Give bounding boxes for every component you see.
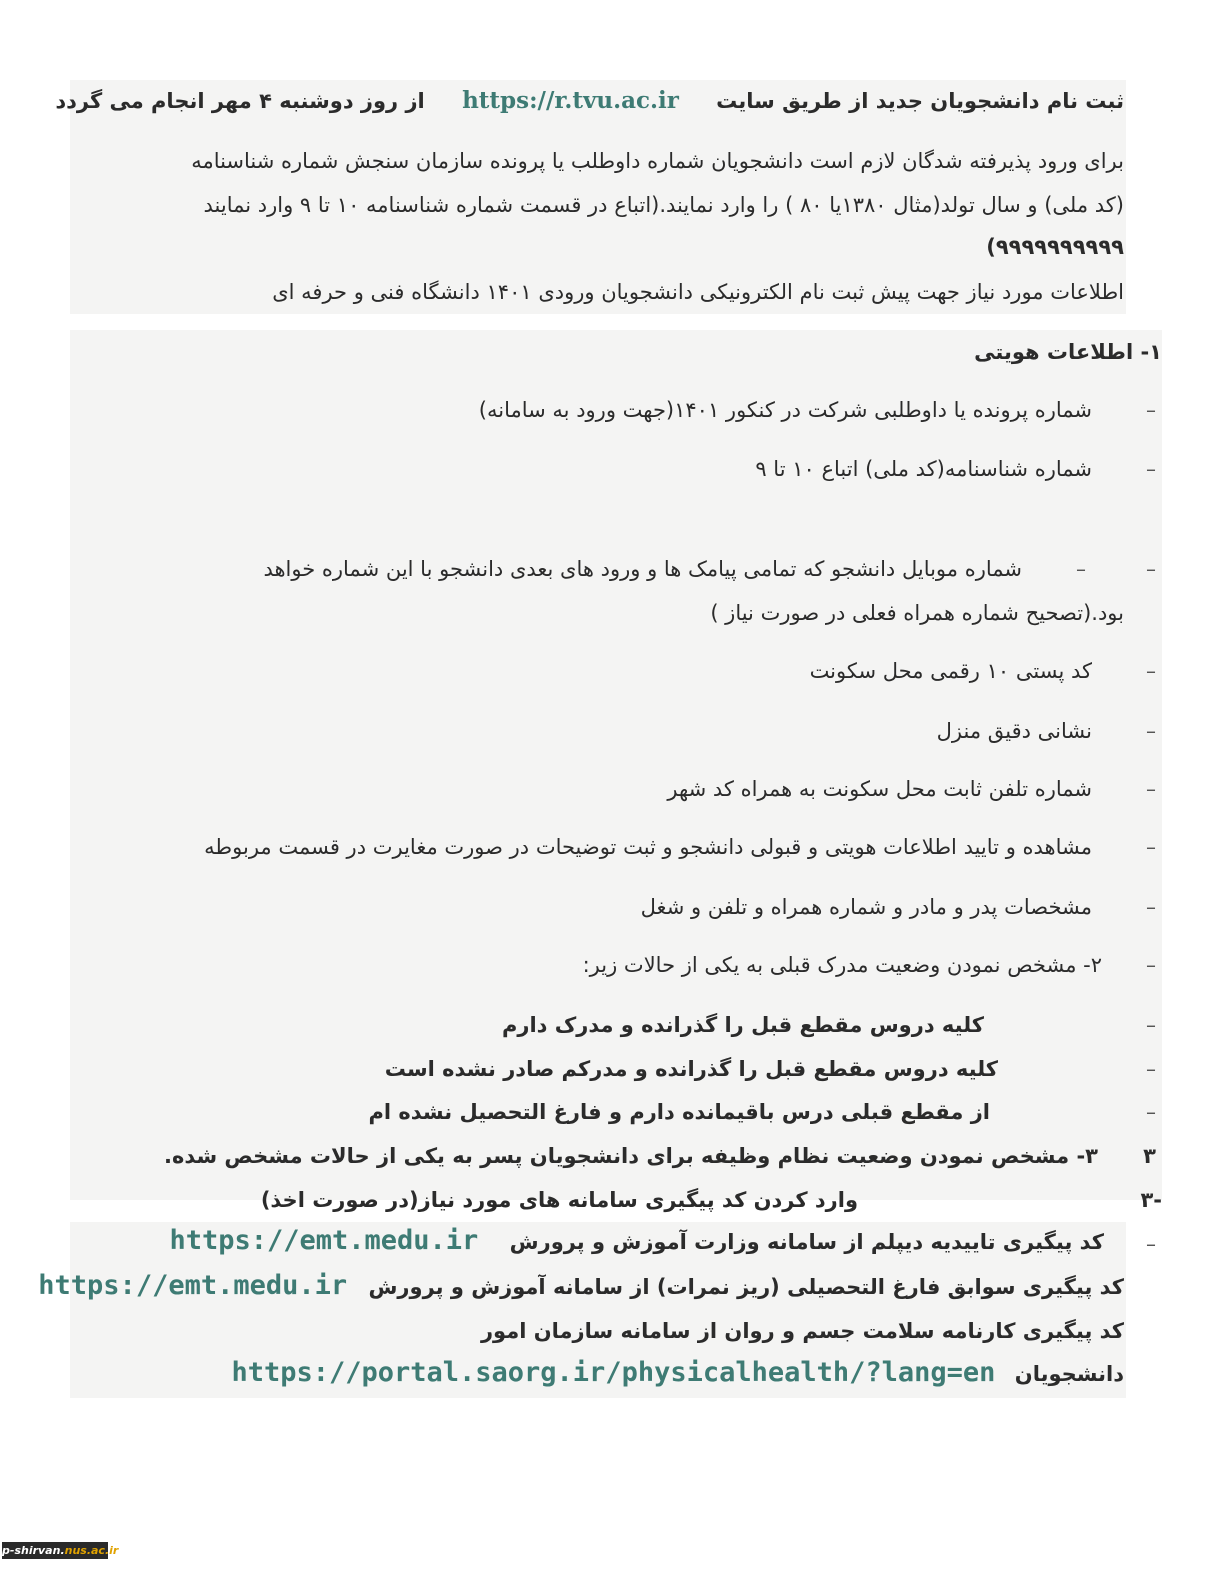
site-footer-badge: p-shirvan.nus.ac.ir [2, 1544, 119, 1557]
bullet-dash: – [1146, 777, 1156, 801]
transcript-link[interactable]: https://emt.medu.ir [38, 1270, 348, 1301]
inner-dash: – [1076, 557, 1086, 581]
health-link[interactable]: https://portal.saorg.ir/physicalhealth/?lang=en [231, 1357, 996, 1388]
bullet-dash: – [1146, 953, 1156, 977]
list-item: شماره موبایل دانشجو که تمامی پیامک ها و ورود های بعدی دانشجو با این شماره خواهد [263, 557, 1022, 581]
diploma-text: کد پیگیری تاییدیه دیپلم از سامانه وزارت آموزش و پرورش [509, 1230, 1104, 1254]
bullet-dash: – [1146, 895, 1156, 919]
intro-line-5: اطلاعات مورد نیاز جهت پیش ثبت نام الکترونیکی دانشجویان ورودی ۱۴۰۱ دانشگاه فنی و حرفه ای [272, 280, 1124, 304]
transcript-text: کد پیگیری سوابق فارغ التحصیلی (ریز نمرات) از سامانه آموزش و پرورش [368, 1275, 1124, 1299]
intro-line-2: برای ورود پذیرفته شدگان لازم است دانشجویان شماره داوطلب یا پرونده سازمان سنجش شماره شناسنامه [191, 149, 1124, 173]
intro-line-3: (کد ملی) و سال تولد(مثال ۱۳۸۰یا ۸۰ ) را وارد نمایند.(اتباع در قسمت شماره شناسنامه ۱۰ تا ۹ وارد نمایند [203, 193, 1124, 217]
diploma-link[interactable]: https://emt.medu.ir [169, 1225, 479, 1256]
bullet-dash: – [1146, 835, 1156, 859]
intro-line-1 [55, 86, 1124, 116]
list-item: مشخصات پدر و مادر و شماره همراه و تلفن و شغل [640, 895, 1092, 919]
list-item: شماره پرونده یا داوطلبی شرکت در کنکور ۱۴۰۱(جهت ورود به سامانه) [478, 398, 1092, 422]
tracking-number: -۳ [1140, 1188, 1162, 1212]
intro-line-4: ۹۹۹۹۹۹۹۹۹۹) [986, 235, 1124, 259]
section-3-number: ۳ [1143, 1144, 1156, 1168]
tracking-heading: وارد کردن کد پیگیری سامانه های مورد نیاز(در صورت اخذ) [260, 1188, 858, 1212]
tvu-link[interactable]: https://r.tvu.ac.ir [462, 87, 679, 114]
intro-tail: از روز دوشنبه ۴ مهر انجام می گردد [55, 89, 425, 113]
military-service-line: ۳- مشخص نمودن وضعیت نظام وظیفه برای دانشجویان پسر به یکی از حالات مشخص شده. [163, 1144, 1098, 1168]
bullet-dash: – [1146, 398, 1156, 422]
bullet-dash: – [1146, 557, 1156, 581]
bullet-dash: – [1146, 1100, 1156, 1124]
list-item-continuation: بود.(تصحیح شماره همراه فعلی در صورت نیاز ) [710, 601, 1124, 625]
list-item: مشاهده و تایید اطلاعات هویتی و قبولی دانشجو و ثبت توضیحات در صورت مغایرت در قسمت مربوطه [204, 835, 1092, 859]
list-item: شماره تلفن ثابت محل سکونت به همراه کد شهر [667, 777, 1092, 801]
list-item: کد پستی ۱۰ رقمی محل سکونت [809, 659, 1092, 683]
health-text-2: دانشجویان [1014, 1362, 1124, 1386]
option-item: کلیه دروس مقطع قبل را گذرانده و مدرکم صادر نشده است [384, 1057, 998, 1081]
bullet-dash: – [1146, 457, 1156, 481]
health-line-2 [231, 1358, 1124, 1389]
bullet-dash: – [1146, 1232, 1156, 1256]
section-1-heading: ۱- اطلاعات هویتی [974, 340, 1162, 364]
bullet-dash: – [1146, 1013, 1156, 1037]
list-item: نشانی دقیق منزل [936, 719, 1092, 743]
section-2-heading: ۲- مشخص نمودن وضعیت مدرک قبلی به یکی از حالات زیر: [582, 953, 1102, 977]
intro-text: ثبت نام دانشجویان جدید از طریق سایت [716, 89, 1124, 113]
transcript-line [38, 1271, 1124, 1302]
bullet-dash: – [1146, 659, 1156, 683]
list-item: شماره شناسنامه(کد ملی) اتباع ۱۰ تا ۹ [755, 457, 1092, 481]
bullet-dash: – [1146, 719, 1156, 743]
option-item: از مقطع قبلی درس باقیمانده دارم و فارغ التحصیل نشده ام [368, 1100, 990, 1124]
diploma-line [169, 1226, 1104, 1257]
option-item: کلیه دروس مقطع قبل را گذرانده و مدرک دارم [501, 1013, 984, 1037]
health-line: کد پیگیری کارنامه سلامت جسم و روان از سامانه سازمان امور [480, 1319, 1124, 1343]
bullet-dash: – [1146, 1057, 1156, 1081]
